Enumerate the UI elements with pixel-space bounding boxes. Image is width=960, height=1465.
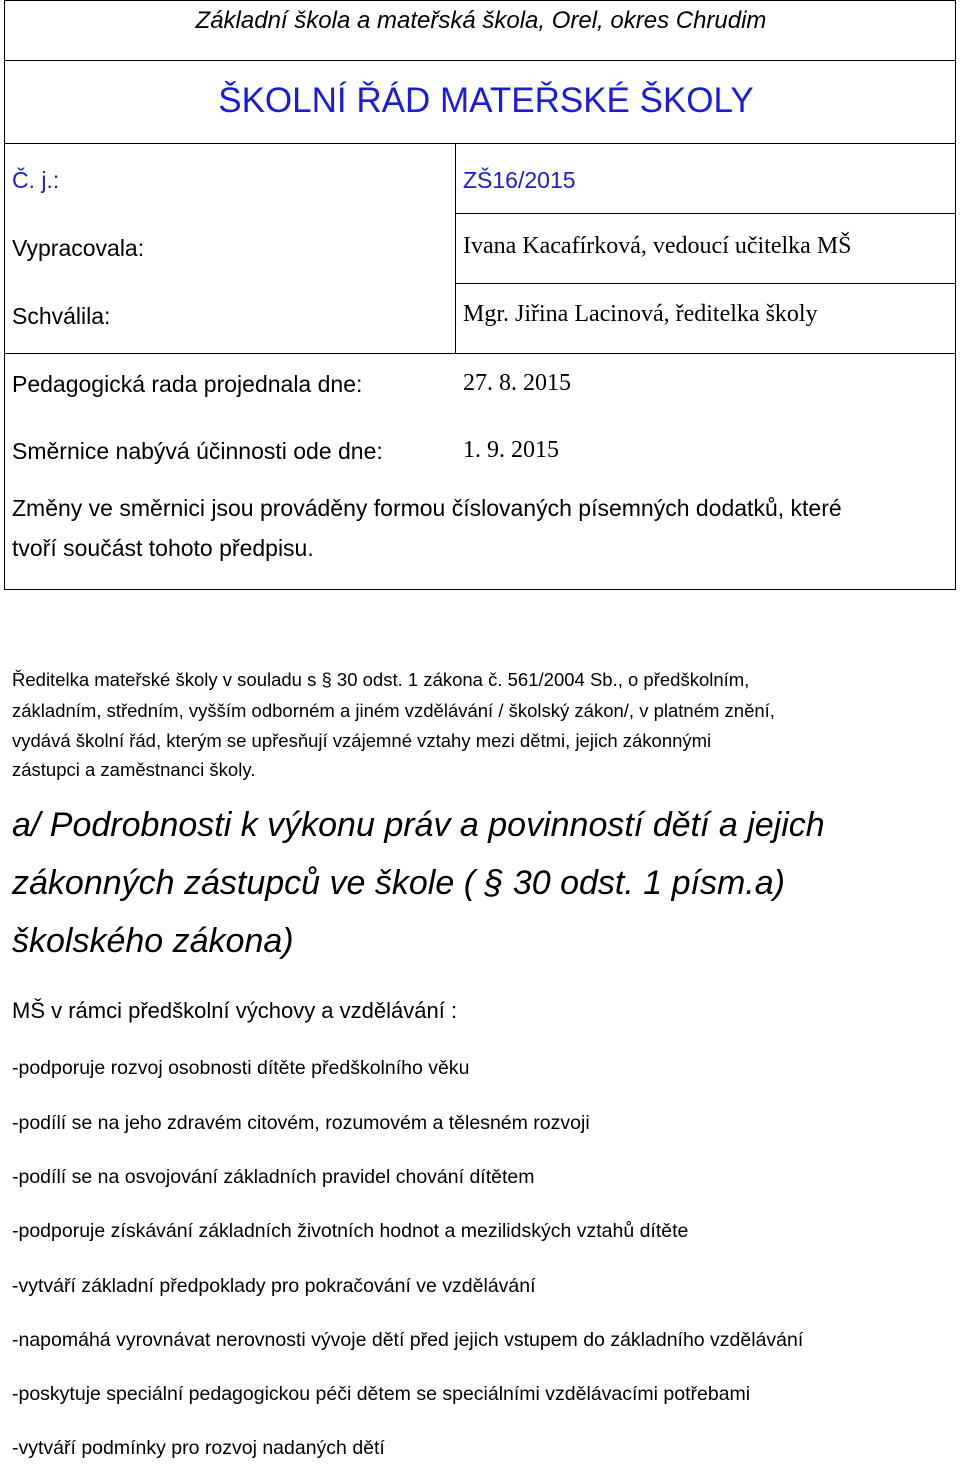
school-name: Základní škola a mateřská škola, Orel, okres Chrudim bbox=[195, 7, 767, 34]
header-divider bbox=[5, 143, 955, 144]
intro-line: vydává školní řád, kterým se upřesňují vzájemné vztahy mezi dětmi, jejich zákonnými bbox=[12, 730, 712, 751]
section-heading-line: zákonných zástupců ve škole ( § 30 odst. 1 písm.a) bbox=[12, 864, 785, 902]
effective-date-label: Směrnice nabývá účinnosti ode dne: bbox=[12, 438, 383, 464]
list-item: -podporuje získávání základních životních hodnot a mezilidských vztahů dítěte bbox=[12, 1220, 689, 1242]
prepared-by-value: Ivana Kacafírková, vedoucí učitelka MŠ bbox=[463, 233, 852, 259]
changes-note-line: tvoří součást tohoto předpisu. bbox=[12, 535, 314, 561]
list-item: -vytváří základní předpoklady pro pokračování ve vzdělávání bbox=[12, 1275, 536, 1297]
changes-note-line: Změny ve směrnici jsou prováděny formou číslovaných písemných dodatků, které bbox=[12, 495, 842, 521]
header-divider bbox=[5, 60, 955, 61]
header-divider bbox=[455, 213, 955, 214]
reference-number-label: Č. j.: bbox=[12, 167, 60, 193]
section-heading-line: školského zákona) bbox=[12, 922, 294, 960]
section-lead: MŠ v rámci předškolní výchovy a vzdělávání : bbox=[12, 998, 458, 1023]
reference-number-value: ZŠ16/2015 bbox=[463, 167, 576, 193]
council-date-value: 27. 8. 2015 bbox=[463, 370, 571, 396]
header-divider bbox=[455, 283, 955, 284]
document-title: ŠKOLNÍ ŘÁD MATEŘSKÉ ŠKOLY bbox=[218, 81, 754, 120]
section-heading-line: a/ Podrobnosti k výkonu práv a povinností dětí a jejich bbox=[12, 806, 825, 844]
list-item: -poskytuje speciální pedagogickou péči dětem se speciálními vzdělávacími potřebami bbox=[12, 1383, 751, 1405]
list-item: -vytváří podmínky pro rozvoj nadaných dětí bbox=[12, 1437, 385, 1459]
list-item: -podílí se na jeho zdravém citovém, rozumovém a tělesném rozvoji bbox=[12, 1112, 590, 1134]
approved-by-value: Mgr. Jiřina Lacinová, ředitelka školy bbox=[463, 301, 818, 327]
column-divider bbox=[455, 143, 456, 353]
list-item: -podílí se na osvojování základních pravidel chování dítětem bbox=[12, 1166, 535, 1188]
list-item: -podporuje rozvoj osobnosti dítěte předškolního věku bbox=[12, 1057, 470, 1079]
list-item: -napomáhá vyrovnávat nerovnosti vývoje dětí před jejich vstupem do základního vzdělávání bbox=[12, 1329, 804, 1351]
header-divider bbox=[5, 353, 955, 354]
council-date-label: Pedagogická rada projednala dne: bbox=[12, 371, 363, 397]
approved-by-label: Schválila: bbox=[12, 303, 111, 329]
prepared-by-label: Vypracovala: bbox=[12, 235, 145, 261]
document-header-table bbox=[4, 0, 956, 590]
effective-date-value: 1. 9. 2015 bbox=[463, 437, 559, 463]
intro-line: základním, středním, vyšším odborném a jiném vzdělávání / školský zákon/, v platném znění, bbox=[12, 700, 775, 721]
intro-line: Ředitelka mateřské školy v souladu s § 30 odst. 1 zákona č. 561/2004 Sb., o předškolním, bbox=[12, 669, 750, 690]
intro-line: zástupci a zaměstnanci školy. bbox=[12, 759, 256, 780]
